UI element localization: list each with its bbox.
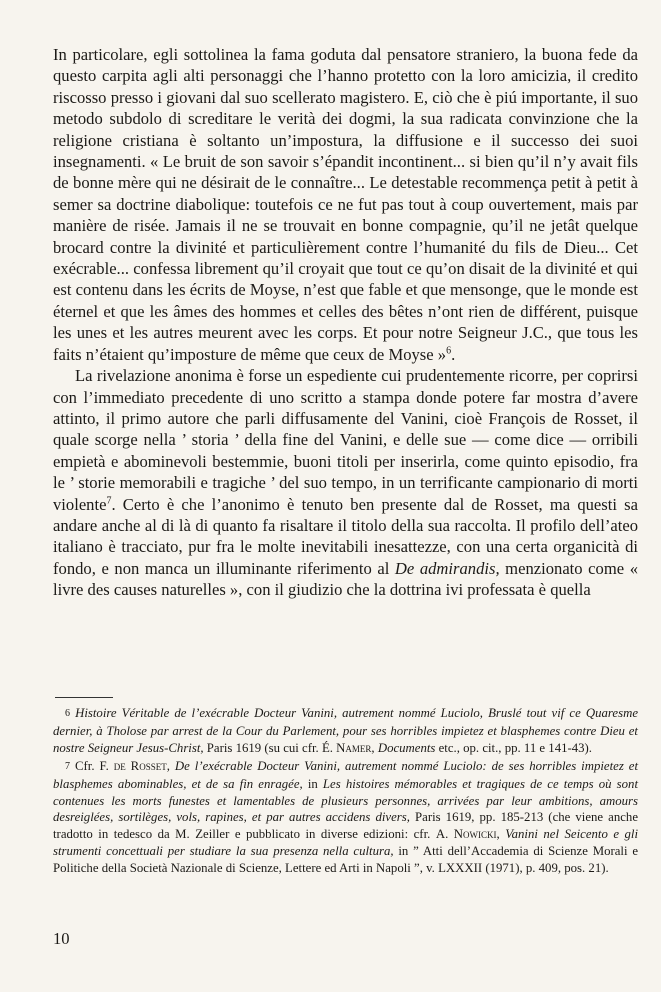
footnote-7 — [53, 758, 638, 877]
paragraph-2-text-a: La rivelazione anonima è forse un espediente cui prudentemente ricorre, per coprirsi con l’immediato precedente di uno scritto a stampa donde potere far mostra d’avere attinto, il primo autore che parli diffusamente del Vanini, cioè François de Rosset, il quale scorge nella ’ storia ’ della fine del Vanini, e delle sue — come dice — orribili empietà e abominevoli bestemmie, buoni titoli per inserirla, come quinto episodio, fra le ’ storie memorabili e tragiche ’ del suo tempo, in un terrificante campionario di morti violente — [53, 366, 638, 514]
paragraph-1: In particolare, egli sottolinea la fama goduta dal pensatore straniero, la buona fede da questo carpita agli alti personaggi che l’hanno protetto con la loro amicizia, il credito riscosso presso i giovani dal suo scellerato magistero. E, ciò che è piú importante, il suo metodo subdolo di screditare le verità dei dogmi, la sua radicata convinzione che la religione cristiana è soltanto un’impostura, la diffusione e il successo dei suoi insegnamenti. « Le bruit de son savoir s’épandit incontinent... si bien qu’il n’y avait fils de bonne mère qui ne désirait de le connaître... Le detestable recommença petit à petit à semer sa doctrine diabolique: toutefois ce ne fut pas tout à coup ouvertement, mais par manière de risée. Jamais il ne se trouvait en bonne compagnie, qu’il ne jetât quelque brocard contre la divinité et particulièrement contre l’humanité du fils de Dieu... Cet exécrable... confessa librement qu’il croyait que tout ce qu’on disait de la divinité et qui est contenu dans les écrits de Moyse, n’est que fable et que mensonge, que le monde est éternel et que les âmes des hommes et celles des bêtes n’ont rien de différent, puisque les unes et les autres meurent avec les corps. Et pour notre Seigneur J.C., que tous les faits n’étaient qu’imposture de même que ceux de Moyse »$^6$. — [53, 45, 638, 364]
footnote-6 — [53, 705, 638, 757]
footnote-ref-7[interactable]: 7 — [106, 495, 112, 506]
page-number: 10 — [53, 929, 70, 948]
footnote-7-author: F. de Rosset, — [99, 758, 170, 773]
footnote-7-text-c: in ” Atti dell’Accademia di Scienze Morali e Politiche della Società Nazionale di Scienze, Lettere ed Arti in Napoli ”, v. LXXXII (1971), p. 409, pos. 21). — [53, 844, 639, 876]
footnote-6-title: Histoire Véritable de l’exécrable Docteur Vanini, autrement nommé Luciolo, Bruslé tout vif ce Quaresme dernier, à Tholose par arrest de la Cour du Parlement, pour ses horribles impietez et blasphemes contre Dieu et nostre Seigneur Jesus-Christ, — [53, 706, 638, 755]
footnote-7-collection: Les histoires mémorables et tragiques de ce temps où sont contenues les morts funestes et lamentables de plusieurs personnes, arrivées par leur ambitions, amours desreiglées, sortilèges, vols, rapines, et par autres accidens divers, — [53, 776, 639, 825]
footnote-6-author: É. Namer, — [321, 740, 375, 755]
footnote-6-number: 6 — [65, 708, 70, 719]
footnote-7-title-2: Vanini nel Seicento e gli strumenti concettuali per studiare la sua presenza nella cultura, — [53, 827, 639, 859]
footnote-7-number: 7 — [65, 760, 70, 772]
paragraph-2-italic-title: De admirandis, — [394, 558, 500, 578]
footnote-7-text-b: Paris 1619, pp. 185-213 (che viene anche tradotto in tedesco da M. Zeiller e pubblicato in diverse edizioni: cfr. — [53, 810, 639, 842]
paragraph-2 — [53, 365, 638, 600]
paragraph-2-text-b: . Certo è che l’anonimo è tenuto ben presente dal de Rosset, ma questi sa andare anche al di là di quanto fa risaltare il titolo della sua raccolta. Il profilo dell’ateo italiano è tracciato, pur fra le molte inevitabili inesattezze, con una certa organicità di fondo, e non manca un illuminante riferimento al — [53, 494, 638, 578]
footnote-7-author-2: A. Nowicki, — [435, 827, 500, 842]
footnote-ref-6[interactable]: 6 — [446, 345, 452, 357]
footnote-7-title: De l’exécrable Docteur Vanini, autrement nommé Luciolo: de ses horribles impietez et blasphemes abominables, et de sa fin enragée, — [53, 758, 639, 791]
main-text — [53, 44, 638, 601]
paragraph-2-text-c: menzionato come « livre des causes naturelles », con il giudizio che la dottrina ivi professata è quella — [53, 558, 638, 600]
footnote-6-work: Documents — [377, 740, 436, 755]
footnote-6-text-a: Paris 1619 (su cui cfr. — [203, 740, 322, 755]
paragraph-1-text: In particolare, egli sottolinea la fama goduta dal pensatore straniero, la buona fede da questo carpita agli alti personaggi che l’hanno protetto con la loro amicizia, il credito riscosso presso i giovani dal suo scellerato magistero. E, ciò che è piú importante, il suo metodo subdolo di screditare le verità dei dogmi, la sua radicata convinzione che la religione cristiana è soltanto un’impostura, la diffusione e il successo dei suoi insegnamenti. « Le bruit de son savoir s’épandit incontinent... si bien qu’il n’y avait fils de bonne mère qui ne désirait de le connaître... Le detestable recommença petit à petit à semer sa doctrine diabolique: toutefois ce ne fut pas tout à coup ouvertement, mais par manière de risée. Jamais il ne se trouvait en bonne compagnie, qu’il ne jetât quelque brocard contre la divinité et particulièrement contre l’humanité du fils de Dieu... Cet exécrable... confessa librement qu’il croyait que tout ce qu’on disait de la divinité et qui est contenu dans les écrits de Moyse, n’est que fable et que mensonge, que le monde est éternel et que les âmes des hommes et celles des bêtes n’ont rien de différent, puisque les unes et les autres meurent avec les corps. Et pour notre Seigneur J.C., que tous les faits n’étaient qu’imposture de même que ceux de Moyse » — [53, 45, 638, 364]
footnote-6-text-b: etc., op. cit., pp. 11 e 141-43). — [435, 740, 593, 755]
footnotes — [53, 697, 638, 877]
footnote-rule — [55, 697, 113, 698]
footnote-7-prefix: Cfr. — [74, 758, 100, 773]
footnote-7-text-a: in — [302, 776, 323, 791]
